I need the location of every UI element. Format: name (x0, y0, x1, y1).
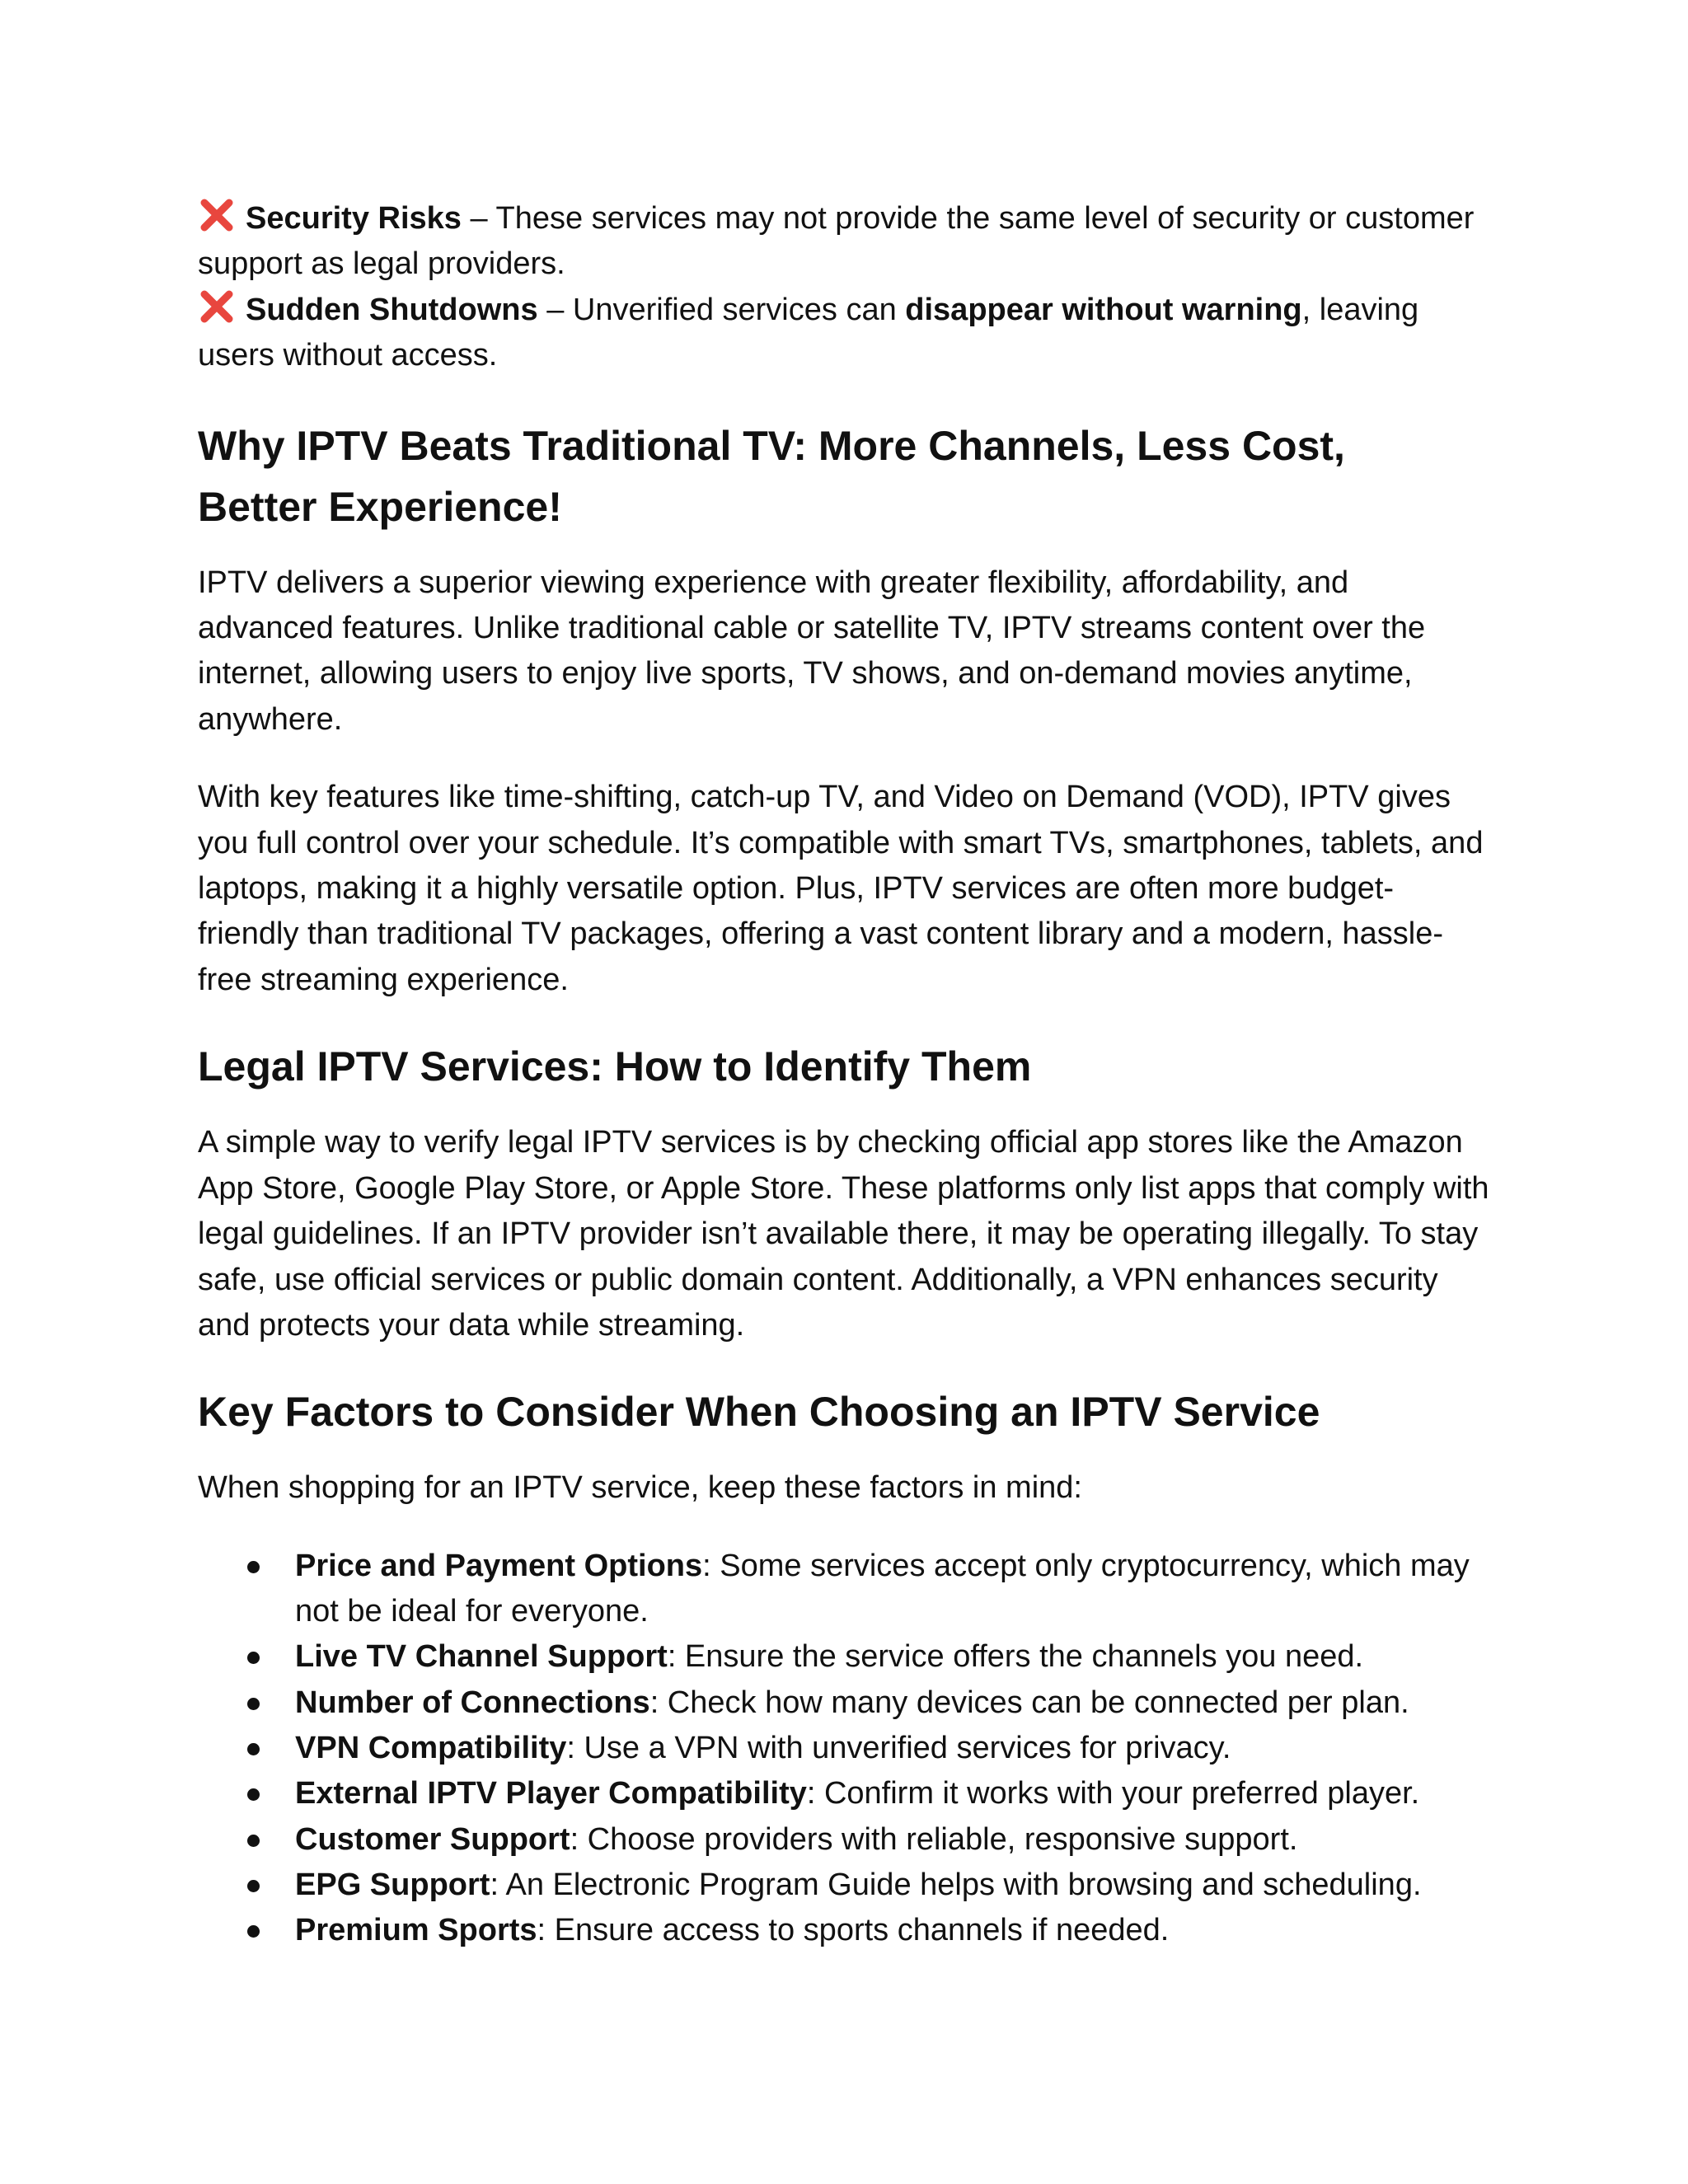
key-factors-list (198, 1544, 1492, 1954)
list-item-title: Customer Support (295, 1821, 570, 1857)
risk-shutdowns (198, 288, 1492, 379)
paragraph-why-1: IPTV delivers a superior viewing experience with greater flexibility, affordability, and advanced features. Unlike traditional cable or satellite TV, IPTV streams content over the internet, allowing users to enjoy live sports, TV shows, and on-demand movies anytime, anywhere. (198, 565, 1426, 737)
bullet-icon (247, 1698, 260, 1710)
heading-why-iptv (198, 415, 1492, 537)
list-item-title: VPN Compatibility (295, 1730, 567, 1765)
list-item-title: External IPTV Player Compatibility (295, 1776, 807, 1811)
list-item-title: Price and Payment Options (295, 1548, 703, 1583)
list-item-text: : Some services accept only cryptocurrency, which may not be ideal for everyone. (295, 1548, 1470, 1629)
red-x-icon (198, 196, 236, 234)
heading-line: Why IPTV Beats Traditional TV: More Channels, Less Cost, (198, 422, 1345, 469)
list-item (295, 1863, 1492, 1908)
bullet-icon (247, 1652, 260, 1664)
list-item-text: : Ensure access to sports channels if needed. (537, 1913, 1170, 1948)
list-item-text: : Check how many devices can be connected per plan. (649, 1685, 1409, 1720)
paragraph-key-intro: When shopping for an IPTV service, keep these factors in mind: (198, 1470, 1082, 1506)
list-item-title: EPG Support (295, 1867, 490, 1902)
list-item-title: Number of Connections (295, 1685, 650, 1720)
paragraph-why-2: With key features like time-shifting, catch-up TV, and Video on Demand (VOD), IPTV gives you full control over your schedule. It’s compatible with smart TVs, smartphones, tablets, and laptops, making it a highly versatile option. Plus, IPTV services are often more budget-friendly than traditional TV packages, offering a vast content library and a modern, hassle-free streaming experience. (198, 780, 1484, 997)
risk-security (198, 196, 1492, 288)
list-item (295, 1908, 1492, 1953)
risk-text: – These services may not provide the same level of security or customer support as legal providers. (198, 201, 1475, 282)
paragraph-legal: A simple way to verify legal IPTV services is by checking official app stores like the Amazon App Store, Google Play Store, or Apple Store. These platforms only list apps that comply with legal guidelines. If an IPTV provider isn’t available there, it may be operating illegally. To stay safe, use official services or public domain content. Additionally, a VPN enhances security and protects your data while streaming. (198, 1125, 1489, 1343)
risk-title: Sudden Shutdowns (246, 292, 538, 327)
list-item (295, 1680, 1492, 1726)
list-item-text: : An Electronic Program Guide helps with browsing and scheduling. (490, 1867, 1422, 1902)
bullet-icon (247, 1925, 260, 1938)
red-x-icon (198, 288, 236, 326)
list-item (295, 1544, 1492, 1635)
list-item-title: Live TV Channel Support (295, 1639, 668, 1675)
heading-legal-iptv: Legal IPTV Services: How to Identify Them (198, 1043, 1032, 1090)
bullet-icon (247, 1788, 260, 1801)
list-item-text: : Choose providers with reliable, responsive support. (570, 1821, 1298, 1857)
list-item-text: : Use a VPN with unverified services for privacy. (566, 1730, 1231, 1765)
risk-text: – Unverified services can (537, 292, 906, 327)
list-item-text: : Confirm it works with your preferred player. (806, 1776, 1420, 1811)
risk-emphasis: disappear without warning (905, 292, 1302, 327)
bullet-icon (247, 1880, 260, 1892)
list-item-title: Premium Sports (295, 1913, 537, 1948)
bullet-icon (247, 1835, 260, 1847)
document-page (198, 196, 1492, 1953)
risk-title: Security Risks (246, 201, 462, 236)
heading-line: Better Experience! (198, 483, 562, 530)
list-item (295, 1771, 1492, 1816)
list-item-text: : Ensure the service offers the channels you need. (667, 1639, 1364, 1675)
list-item (295, 1817, 1492, 1863)
heading-key-factors: Key Factors to Consider When Choosing an IPTV Service (198, 1389, 1320, 1436)
bullet-icon (247, 1561, 260, 1573)
bullet-icon (247, 1743, 260, 1755)
list-item (295, 1634, 1492, 1680)
list-item (295, 1726, 1492, 1771)
risk-text: , leaving users without access. (198, 292, 1419, 373)
